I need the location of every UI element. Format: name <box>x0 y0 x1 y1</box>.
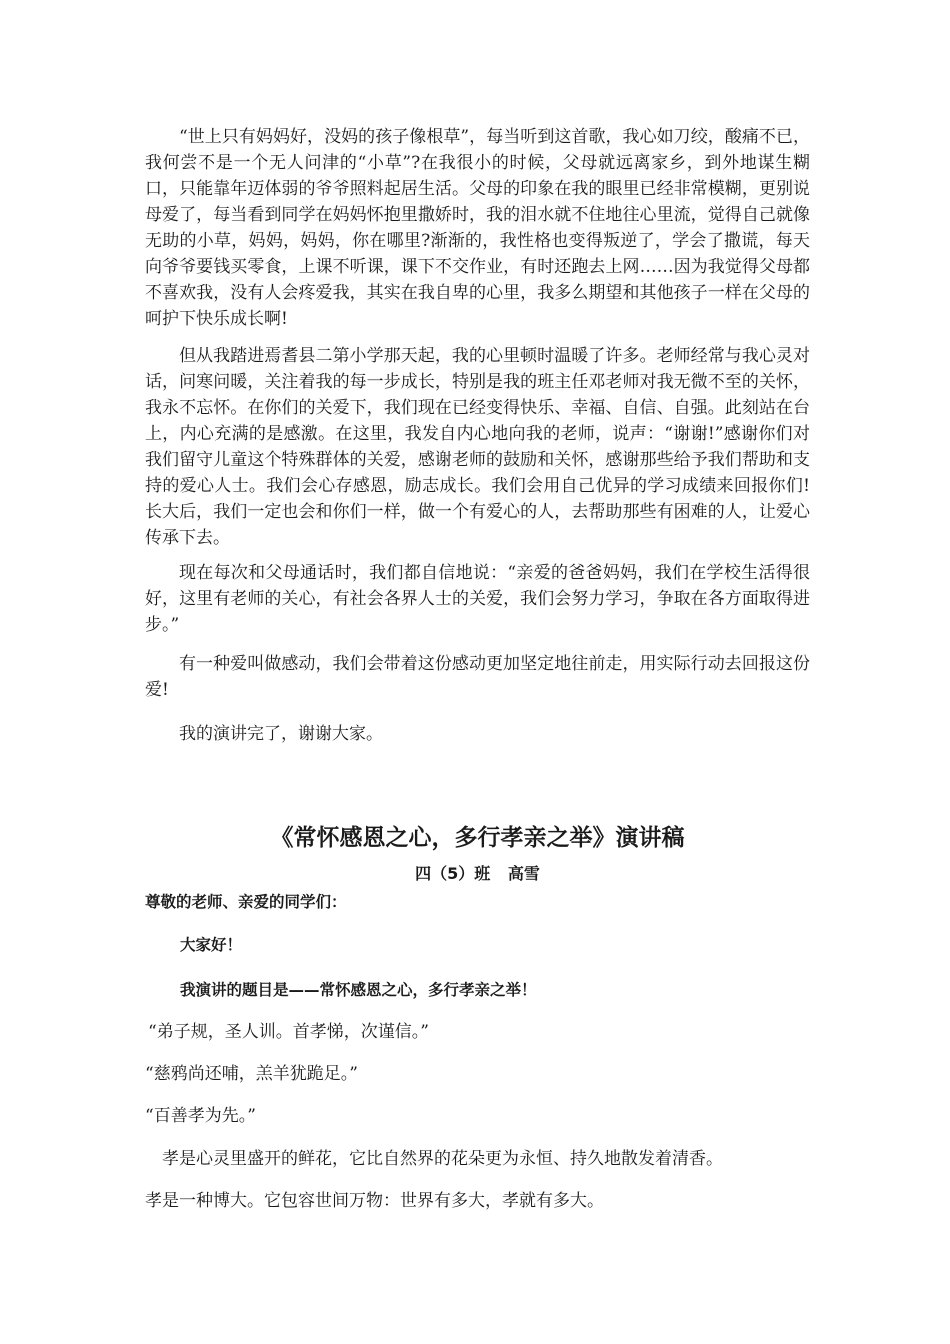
speech-title: 《常怀感恩之心，多行孝亲之举》演讲稿 <box>270 825 685 851</box>
paragraph-phone-call: 现在每次和父母通话时，我们都自信地说：“亲爱的爸爸妈妈，我们在学校生活得很好，这里有老师的关心，有社会各界人士的关爱，我们会努力学习，争取在各方面取得进步。” <box>145 563 810 635</box>
speech-salutation: 尊敬的老师、亲爱的同学们： <box>145 893 347 911</box>
quote-baishan: “百善孝为先。” <box>145 1106 256 1126</box>
quote-dizigui: “弟子规，圣人训。首孝悌，次谨信。” <box>148 1022 429 1042</box>
paragraph-school-care: 但从我踏进焉耆县二第小学那天起，我的心里顿时温暖了许多。老师经常与我心灵对话，问寒问暖，关注着我的每一步成长，特别是我的班主任邓老师对我无微不至的关怀，我永不忘怀。在你们的关爱下，我们现在已经变得快乐、幸福、自信、自强。此刻站在台上，内心充满的是感激。在这里，我发自内心地向我的老师，说声：“谢谢!”感谢你们对我们留守儿童这个特殊群体的关爱，感谢老师的鼓励和关怀，感谢那些给予我们帮助和支持的爱心人士。我们会心存感恩，励志成长。我们会用自己优异的学习成绩来回报你们!长大后，我们一定也会和你们一样，做一个有爱心的人，去帮助那些有困难的人，让爱心传承下去。 <box>145 346 810 548</box>
paragraph-childhood: “世上只有妈妈好，没妈的孩子像根草”，每当听到这首歌，我心如刀绞，酸痛不已，我何尝不是一个无人问津的“小草”?在我很小的时候，父母就远离家乡，到外地谋生糊口，只能靠年迈体弱的爷爷照料起居生活。父母的印象在我的眼里已经非常模糊，更别说母爱了，每当看到同学在妈妈怀抱里撒娇时，我的泪水就不住地往心里流，觉得自己就像无助的小草，妈妈，妈妈，你在哪里?渐渐的，我性格也变得叛逆了，学会了撒谎，每天向爷爷要钱买零食，上课不听课，课下不交作业，有时还跑去上网……因为我觉得父母都不喜欢我，没有人会疼爱我，其实在我自卑的心里，我多么期望和其他孩子一样在父母的呵护下快乐成长啊! <box>145 127 810 329</box>
quote-ciya: “慈鸦尚还哺，羔羊犹跪足。” <box>145 1064 358 1084</box>
line-filial-vast: 孝是一种博大。它包容世间万物：世界有多大，孝就有多大。 <box>145 1191 604 1211</box>
paragraph-closing: 我的演讲完了，谢谢大家。 <box>179 724 383 744</box>
paragraph-gratitude: 有一种爱叫做感动，我们会带着这份感动更加坚定地往前走，用实际行动去回报这份爱! <box>145 654 810 700</box>
line-filial-flower: 孝是心灵里盛开的鲜花，它比自然界的花朵更为永恒、持久地散发着清香。 <box>162 1149 723 1169</box>
speech-byline: 四（5）班 高雪 <box>415 864 540 883</box>
speech-greeting: 大家好！ <box>180 936 243 954</box>
speech-topic: 我演讲的题目是——常怀感恩之心，多行孝亲之举！ <box>180 981 537 999</box>
